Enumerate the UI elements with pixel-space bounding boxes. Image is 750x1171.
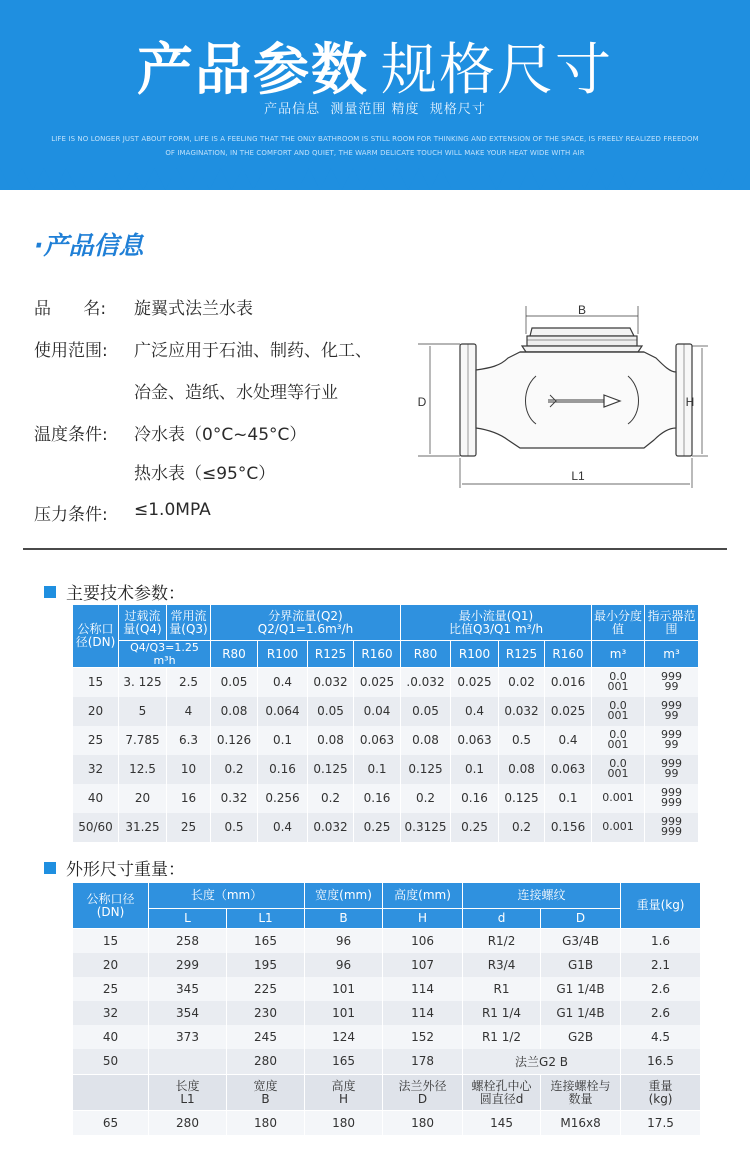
table-cell: 0.032 [308, 668, 354, 697]
table-cell: 4 [167, 697, 211, 726]
info-value-usage-1: 广泛应用于石油、制药、化工、 [134, 341, 372, 361]
info-row-pressure [34, 500, 211, 525]
table-cell [149, 1049, 227, 1075]
table-cell: 0.032 [499, 697, 545, 726]
table-cell: 0.25 [354, 813, 401, 842]
th-size-sub: D [541, 909, 621, 929]
th-unit-min: m³ [592, 641, 645, 668]
table-cell: 0.08 [499, 755, 545, 784]
table-row [73, 929, 701, 953]
table-cell: 0.016 [545, 668, 592, 697]
table-cell: 0.156 [545, 813, 592, 842]
th-size-sub: H [383, 909, 463, 929]
th-flange: 高度 H [305, 1075, 383, 1111]
table-cell: 999 99 [645, 726, 699, 755]
table-cell: 0.001 [592, 784, 645, 813]
table-cell: 345 [149, 977, 227, 1001]
table-row [73, 1025, 701, 1049]
table-cell: 0.32 [211, 784, 258, 813]
table-row [73, 697, 699, 726]
table-cell: 0.08 [211, 697, 258, 726]
table-cell: 65 [73, 1111, 149, 1135]
th-r-label: R160 [545, 641, 592, 668]
table-cell: 0.2 [401, 784, 451, 813]
banner-tagline-line-1: LIFE IS NO LONGER JUST ABOUT FORM, LIFE IS A FEELING THAT THE ONLY BATHROOM IS STILL ROOM FOR THINKING AND EXTENSION OF THE SPACE, IS FREELY REALIZED FREEDOM [51, 135, 699, 143]
table-cell: R1/2 [463, 929, 541, 953]
table-cell: 0.256 [258, 784, 308, 813]
th-dn: 公称口径(DN) [73, 605, 119, 668]
table-cell: 0.063 [451, 726, 499, 755]
th-indicator-range: 指示器范围 [645, 605, 699, 641]
table-cell: 25 [73, 726, 119, 755]
table-row [73, 726, 699, 755]
table-cell: 20 [73, 697, 119, 726]
table-cell: 999 99 [645, 668, 699, 697]
table-cell: 0.126 [211, 726, 258, 755]
table-cell: 0.1 [545, 784, 592, 813]
table-cell: 16.5 [621, 1049, 701, 1075]
tech-params-table [72, 604, 699, 842]
dim-label-h: H [685, 395, 695, 409]
th-q4: 过载流量(Q4) [119, 605, 167, 641]
th-size-sub: d [463, 909, 541, 929]
table-cell: R3/4 [463, 953, 541, 977]
th-flange: 重量 (kg) [621, 1075, 701, 1111]
table-cell: 7.785 [119, 726, 167, 755]
table-row [73, 668, 699, 697]
table-cell: 0.001 [592, 813, 645, 842]
table-cell: 0.04 [354, 697, 401, 726]
dimensions-heading-text: 外形尺寸重量： [66, 860, 185, 880]
table-cell: 50/60 [73, 813, 119, 842]
table-cell: R1 1/2 [463, 1025, 541, 1049]
tech-params-heading-text: 主要技术参数： [66, 584, 185, 604]
table-cell: 114 [383, 1001, 463, 1025]
table-cell: 2.1 [621, 953, 701, 977]
table-cell: 195 [227, 953, 305, 977]
th-size-sub: L [149, 909, 227, 929]
info-label-name: 品 名: [34, 299, 107, 319]
table-cell: 25 [73, 977, 149, 1001]
table-cell: 0.05 [211, 668, 258, 697]
table-cell: 0.3125 [401, 813, 451, 842]
banner-tagline [50, 132, 700, 160]
info-row-temperature [34, 420, 307, 445]
info-value-usage-2: 冶金、造纸、水处理等行业 [134, 383, 338, 403]
table-cell: 6.3 [167, 726, 211, 755]
dim-label-b: B [577, 303, 587, 317]
table-cell: 2.6 [621, 977, 701, 1001]
table-cell: G1B [541, 953, 621, 977]
info-label-usage: 使用范围: [34, 341, 108, 361]
th-q4q3-ratio: Q4/Q3=1.25 m³h [119, 641, 211, 668]
table-cell: 0.4 [545, 726, 592, 755]
table-cell: 20 [119, 784, 167, 813]
table-row [73, 813, 699, 842]
table-cell: 0.5 [499, 726, 545, 755]
table-cell: G3/4B [541, 929, 621, 953]
info-row-usage-cont [34, 378, 338, 403]
th-r-label: R80 [401, 641, 451, 668]
table-cell: 0.063 [545, 755, 592, 784]
banner-title-light: 规格尺寸 [381, 38, 613, 103]
th-q2 [211, 605, 401, 641]
table-cell: 0.08 [308, 726, 354, 755]
th-r-label: R100 [451, 641, 499, 668]
table-cell: G1 1/4B [541, 1001, 621, 1025]
th-flange: 法兰外径 D [383, 1075, 463, 1111]
table-row [73, 784, 699, 813]
table-row [73, 953, 701, 977]
th-size-sub: L1 [227, 909, 305, 929]
table-cell: 0.125 [308, 755, 354, 784]
th-r-label: R100 [258, 641, 308, 668]
table-cell: 17.5 [621, 1111, 701, 1135]
table-cell: 0.16 [451, 784, 499, 813]
table-cell: 32 [73, 755, 119, 784]
table-cell: 280 [227, 1049, 305, 1075]
table-cell: 258 [149, 929, 227, 953]
table-cell: 999 99 [645, 755, 699, 784]
banner-subtitle: 产品信息 测量范围 精度 规格尺寸 [264, 102, 486, 117]
th-size-dn: 公称口径(DN) [73, 883, 149, 929]
table-cell: 0.16 [354, 784, 401, 813]
th-flange: 连接螺栓与 数量 [541, 1075, 621, 1111]
info-value-temperature-1: 冷水表（0°C~45°C） [134, 425, 307, 445]
table-cell: 225 [227, 977, 305, 1001]
table-cell: 0.2 [308, 784, 354, 813]
table-cell: 999 999 [645, 784, 699, 813]
table-cell: 299 [149, 953, 227, 977]
table-cell: 0.0 001 [592, 755, 645, 784]
banner-zigzag-edge [0, 168, 750, 192]
table-cell: 114 [383, 977, 463, 1001]
table-cell: 0.1 [354, 755, 401, 784]
table-cell: 165 [305, 1049, 383, 1075]
table-cell: 25 [167, 813, 211, 842]
table-cell: 0.0 001 [592, 697, 645, 726]
table-cell: 178 [383, 1049, 463, 1075]
th-size-weight: 重量(kg) [621, 883, 701, 929]
dimensions-heading [44, 855, 185, 880]
th-flange: 宽度 B [227, 1075, 305, 1111]
table-cell: 180 [227, 1111, 305, 1135]
table-cell: 354 [149, 1001, 227, 1025]
info-row-usage [34, 336, 372, 361]
table-cell: 0.16 [258, 755, 308, 784]
table-cell: 2.6 [621, 1001, 701, 1025]
banner-title-bold: 产品参数 [137, 38, 369, 103]
info-value-temperature-2: 热水表（≤95°C） [134, 464, 276, 484]
table-cell: 0.063 [354, 726, 401, 755]
table-cell: 180 [305, 1111, 383, 1135]
table-row [73, 1001, 701, 1025]
table-cell: 0.25 [451, 813, 499, 842]
th-unit-indicator: m³ [645, 641, 699, 668]
table-cell: 152 [383, 1025, 463, 1049]
banner-title [0, 26, 750, 106]
banner-tagline-line-2: OF IMAGINATION, IN THE COMFORT AND QUIET, THE WARM DELICATE TOUCH WILL MAKE YOUR HEAT WIDE WITH AIR [165, 149, 585, 157]
section-divider [23, 548, 727, 550]
table-cell: 31.25 [119, 813, 167, 842]
table-cell: 101 [305, 977, 383, 1001]
th-r-label: R160 [354, 641, 401, 668]
table-cell: .0.032 [401, 668, 451, 697]
table-row-dn65 [73, 1111, 701, 1135]
table-cell: 145 [463, 1111, 541, 1135]
table-cell: 0.025 [354, 668, 401, 697]
table-cell: 0.4 [451, 697, 499, 726]
table-cell: 999 99 [645, 697, 699, 726]
table-cell: 0.1 [258, 726, 308, 755]
th-size-thread: 连接螺纹 [463, 883, 621, 909]
square-bullet-icon [44, 862, 56, 874]
th-r-label: R80 [211, 641, 258, 668]
table-cell: 230 [227, 1001, 305, 1025]
th-q1 [401, 605, 592, 641]
table-cell: 124 [305, 1025, 383, 1049]
table-cell: 50 [73, 1049, 149, 1075]
table-cell: 96 [305, 953, 383, 977]
table-cell: 165 [227, 929, 305, 953]
th-r-label: R125 [499, 641, 545, 668]
table-cell: 0.2 [499, 813, 545, 842]
dim-label-l1: L1 [571, 469, 585, 483]
table-cell: 0.08 [401, 726, 451, 755]
info-row-name [34, 294, 253, 319]
th-min-division: 最小分度值 [592, 605, 645, 641]
table-row [73, 977, 701, 1001]
table-cell: 0.4 [258, 813, 308, 842]
table-cell: 0.05 [308, 697, 354, 726]
info-value-pressure: ≤1.0MPA [134, 500, 211, 520]
info-label-pressure: 压力条件: [34, 505, 108, 525]
table-cell: G1 1/4B [541, 977, 621, 1001]
flange-header-row [73, 1075, 701, 1111]
table-cell: 245 [227, 1025, 305, 1049]
table-cell: 0.125 [401, 755, 451, 784]
table-cell: 0.1 [451, 755, 499, 784]
tech-params-heading [44, 579, 185, 604]
table-cell: G2B [541, 1025, 621, 1049]
table-cell: 107 [383, 953, 463, 977]
table-cell: 3. 125 [119, 668, 167, 697]
table-cell: 0.05 [401, 697, 451, 726]
table-cell: 20 [73, 953, 149, 977]
th-size-width: 宽度(mm) [305, 883, 383, 909]
table-cell: 15 [73, 668, 119, 697]
th-size-height: 高度(mm) [383, 883, 463, 909]
th-q2-title: 分界流量(Q2) [268, 608, 343, 623]
table-cell: 5 [119, 697, 167, 726]
table-cell: 0.025 [545, 697, 592, 726]
table-cell: 180 [383, 1111, 463, 1135]
table-cell: 0.0 001 [592, 668, 645, 697]
th-flange: 螺栓孔中心 圆直径d [463, 1075, 541, 1111]
table-cell: R1 [463, 977, 541, 1001]
table-cell: 0.5 [211, 813, 258, 842]
info-label-temperature: 温度条件: [34, 425, 108, 445]
th-q3: 常用流量(Q3) [167, 605, 211, 641]
table-cell: 2.5 [167, 668, 211, 697]
info-value-name: 旋翼式法兰水表 [134, 299, 253, 319]
dim-label-d: D [417, 395, 427, 409]
table-cell: 0.0 001 [592, 726, 645, 755]
table-cell: 280 [149, 1111, 227, 1135]
table-cell: 12.5 [119, 755, 167, 784]
table-cell: 4.5 [621, 1025, 701, 1049]
th-q1-ratio: 比值Q3/Q1 m³/h [448, 621, 544, 636]
table-cell: 15 [73, 929, 149, 953]
table-row-dn50 [73, 1049, 701, 1075]
table-cell: 0.032 [308, 813, 354, 842]
th-q2-ratio: Q2/Q1=1.6m³/h [257, 621, 354, 636]
table-cell: 101 [305, 1001, 383, 1025]
table-cell: R1 1/4 [463, 1001, 541, 1025]
table-cell: 10 [167, 755, 211, 784]
table-cell: 96 [305, 929, 383, 953]
th-size-length: 长度（mm） [149, 883, 305, 909]
th-q1-title: 最小流量(Q1) [458, 608, 534, 623]
table-cell: 法兰G2 B [463, 1049, 621, 1075]
table-cell: 32 [73, 1001, 149, 1025]
table-cell: 40 [73, 784, 119, 813]
table-cell: 0.064 [258, 697, 308, 726]
water-meter-drawing [408, 292, 710, 492]
header-banner [0, 0, 750, 190]
table-cell: 0.025 [451, 668, 499, 697]
th-r-label: R125 [308, 641, 354, 668]
product-info-heading: ·产品信息 [34, 231, 144, 260]
th-size-sub: B [305, 909, 383, 929]
table-cell: 1.6 [621, 929, 701, 953]
table-cell: 0.2 [211, 755, 258, 784]
table-cell: 0.02 [499, 668, 545, 697]
table-cell: 0.4 [258, 668, 308, 697]
table-cell: 999 999 [645, 813, 699, 842]
table-cell: 373 [149, 1025, 227, 1049]
table-cell: 16 [167, 784, 211, 813]
th-flange: 长度 L1 [149, 1075, 227, 1111]
square-bullet-icon [44, 586, 56, 598]
info-row-temperature-cont [34, 459, 276, 484]
table-cell: 106 [383, 929, 463, 953]
table-cell: M16x8 [541, 1111, 621, 1135]
table-row [73, 755, 699, 784]
dimensions-table [72, 882, 701, 1135]
table-cell: 0.125 [499, 784, 545, 813]
table-cell: 40 [73, 1025, 149, 1049]
